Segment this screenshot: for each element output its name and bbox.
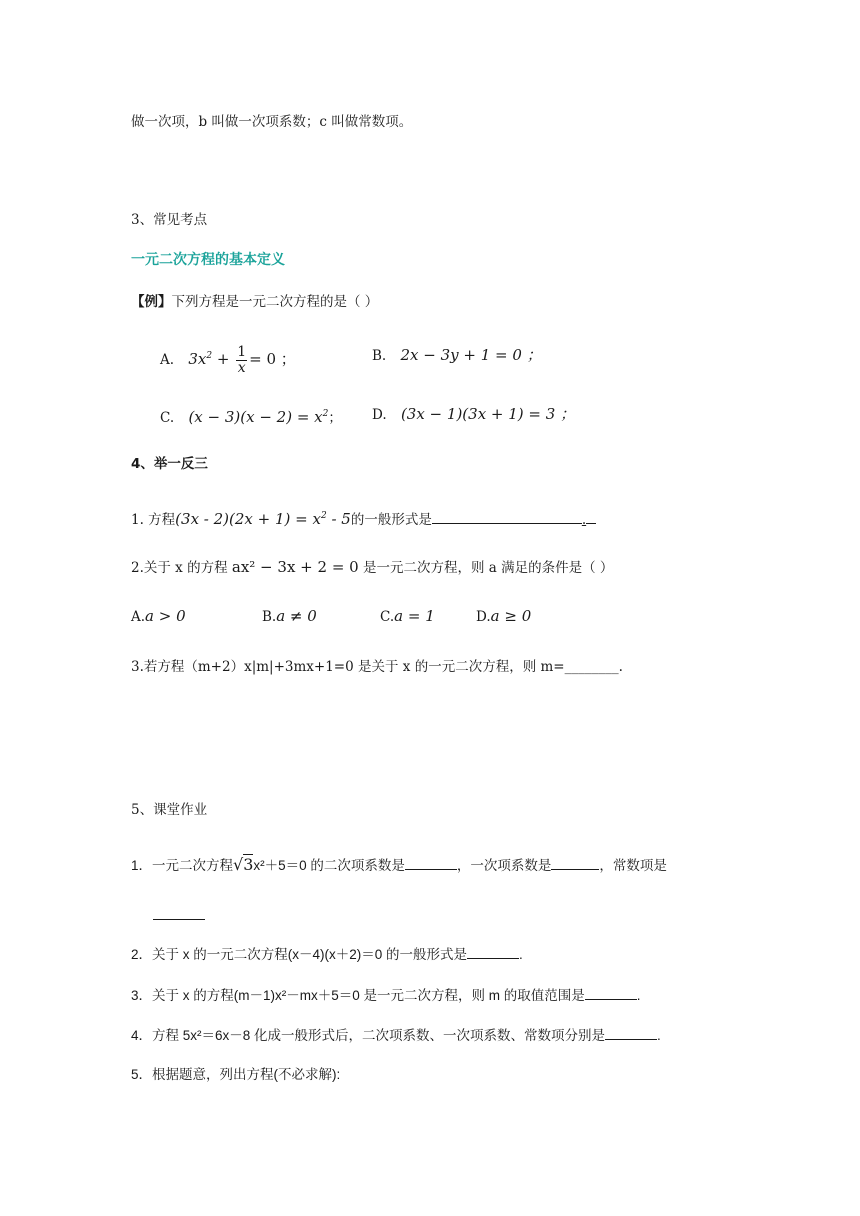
hw4-end: . — [657, 1028, 661, 1043]
q2-prefix: 2.关于 x 的方程 — [131, 560, 228, 576]
q2-option-a — [131, 606, 186, 627]
hw2-end: . — [519, 947, 523, 962]
option-c-end: ； — [328, 410, 342, 426]
option-a-post: = 0 ； — [249, 350, 296, 368]
hw1-blank-3-row — [153, 905, 205, 926]
q2-suffix: 是一元二次方程，则 a 满足的条件是（ ） — [363, 560, 614, 576]
option-a-label: A. — [160, 352, 175, 368]
option-b-expr: 2x − 3y + 1 = 0 ； — [400, 346, 542, 364]
q1-answer-blank-tail — [586, 509, 596, 524]
example-question — [131, 292, 378, 312]
q2-option-b — [262, 606, 317, 627]
q2-option-b-expr: a ≠ 0 — [276, 607, 317, 625]
option-b-label: B. — [372, 348, 387, 364]
hw1-mid: x²＋5＝0 的二次项系数是 — [253, 858, 405, 873]
q2-option-c-expr: a = 1 — [394, 607, 435, 625]
hw3-text: 3．关于 x 的方程(m－1)x²－mx＋5＝0 是一元二次方程，则 m 的取值范围是 — [131, 988, 585, 1003]
hw4-text: 4．方程 5x²＝6x－8 化成一般形式后，二次项系数、一次项系数、常数项分别是 — [131, 1028, 606, 1043]
q2-expr: ax² − 3x + 2 = 0 — [231, 558, 359, 576]
q2-option-c — [380, 606, 435, 627]
hw3-blank[interactable] — [585, 985, 637, 1000]
option-d-expr: (3x − 1)(3x + 1) = 3 ； — [400, 405, 576, 423]
practice-q2 — [131, 557, 613, 578]
option-a-den: x — [237, 360, 246, 376]
homework-4 — [131, 1025, 661, 1046]
practice-q3: 3.若方程（m+2）x|m|+3mx+1=0 是关于 x 的一元二次方程，则 m=________. — [131, 659, 623, 675]
q1-tail: - 5 — [326, 510, 351, 528]
hw1-blank-3[interactable] — [153, 905, 205, 920]
hw3-end: . — [636, 988, 641, 1003]
q2-option-b-label: B. — [262, 609, 277, 625]
option-a-sup: 2 — [206, 351, 213, 361]
section-3-title: 3、常见考点 — [131, 212, 208, 228]
q1-expr: (3x - 2)(2x + 1) = x — [175, 510, 321, 528]
section-4-title: 4、举一反三 — [131, 456, 208, 472]
option-a-fraction — [236, 345, 247, 376]
option-a-pre: 3x — [188, 350, 207, 368]
homework-5: 5．根据题意，列出方程(不必求解): — [131, 1067, 341, 1082]
hw1-blank-2[interactable] — [551, 855, 599, 870]
section-5-title: 5、课堂作业 — [131, 802, 208, 818]
q1-suffix: 的一般形式是 — [350, 512, 432, 528]
option-c-sup: 2 — [322, 409, 329, 419]
q2-option-d-expr: a ≥ 0 — [490, 607, 532, 625]
hw1-num: 1． — [131, 858, 153, 873]
hw2-blank[interactable] — [467, 944, 519, 959]
q2-option-d-label: D. — [476, 609, 491, 625]
homework-2 — [131, 944, 523, 965]
q1-sup: 2 — [320, 511, 327, 521]
q1-end: . — [581, 512, 587, 528]
hw1-mid2: ，一次项系数是 — [456, 858, 552, 873]
option-c-label: C. — [160, 410, 175, 426]
example-text: 下列方程是一元二次方程的是（ ） — [171, 294, 379, 310]
q1-answer-blank[interactable] — [432, 509, 582, 524]
homework-3 — [131, 985, 641, 1006]
practice-q1 — [131, 506, 596, 530]
option-d — [372, 404, 575, 425]
section-3-heading: 一元二次方程的基本定义 — [131, 252, 285, 268]
hw1-pre: 一元二次方程 — [152, 858, 234, 873]
hw4-blank[interactable] — [605, 1025, 657, 1040]
q2-option-d — [476, 606, 531, 627]
homework-1 — [131, 855, 667, 876]
q2-option-c-label: C. — [380, 609, 395, 625]
option-c-expr: (x − 3)(x − 2) = x — [188, 408, 323, 426]
option-a-num: 1 — [237, 344, 247, 360]
q2-option-a-expr: a > 0 — [145, 607, 186, 625]
q2-option-a-label: A. — [131, 609, 146, 625]
q1-prefix: 1. 方程 — [131, 512, 176, 528]
intro-line: 做一次项，b 叫做一次项系数；c 叫做常数项。 — [131, 114, 413, 130]
example-tag: 【例】 — [131, 294, 172, 310]
hw1-sqrt: √3 — [233, 855, 254, 874]
option-d-label: D. — [372, 407, 387, 423]
hw1-mid3: ，常数项是 — [599, 858, 667, 873]
option-b — [372, 345, 542, 366]
hw1-root: 3 — [243, 855, 254, 874]
hw2-text: 2．关于 x 的一元二次方程(x－4)(x＋2)＝0 的一般形式是 — [131, 947, 468, 962]
hw1-blank-1[interactable] — [405, 855, 457, 870]
option-c — [160, 404, 342, 428]
option-a-plus: + — [212, 350, 235, 368]
option-a — [160, 345, 296, 376]
